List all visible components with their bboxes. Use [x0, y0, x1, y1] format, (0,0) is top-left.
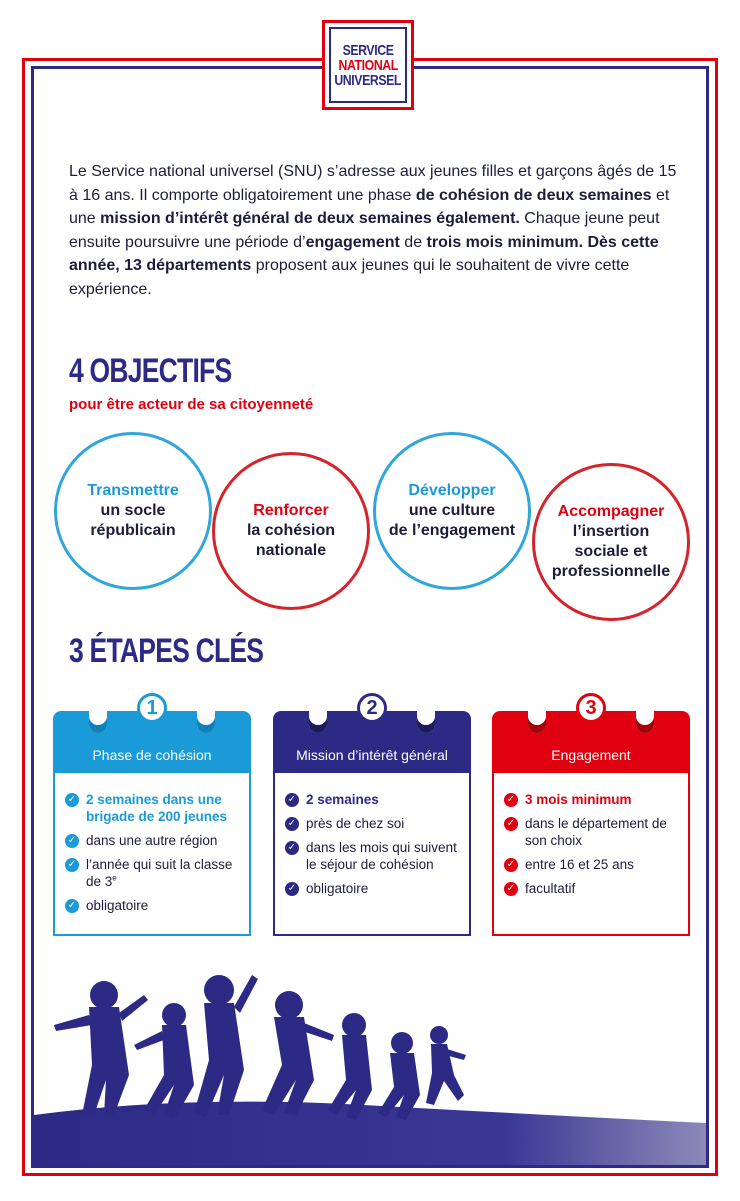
check-icon: ✓: [285, 817, 299, 831]
check-icon: ✓: [285, 793, 299, 807]
calendar-ring-icon: [417, 689, 435, 733]
intro-paragraph: [69, 160, 679, 301]
intro-segment: engagement: [305, 233, 400, 251]
step-card-body: [492, 773, 690, 936]
step-item: [65, 856, 239, 890]
objective-title: Renforcer: [253, 502, 329, 519]
step-card-body: [273, 773, 471, 936]
objective-line: de l’engagement: [388, 522, 516, 539]
objective-title: Accompagner: [557, 503, 665, 520]
step-item-text: près de chez soi: [306, 816, 405, 831]
objective-title: Développer: [408, 482, 496, 499]
step-item: [65, 791, 239, 825]
step-card: [273, 696, 471, 936]
objective-line: républicain: [90, 522, 176, 539]
check-icon: ✓: [285, 882, 299, 896]
step-item: [285, 880, 459, 897]
check-icon: ✓: [65, 834, 79, 848]
calendar-ring-icon: [636, 689, 654, 733]
check-icon: ✓: [504, 858, 518, 872]
step-item-text: dans une autre région: [86, 833, 218, 848]
step-card: [492, 696, 690, 936]
check-icon: ✓: [504, 793, 518, 807]
intro-segment: mission d’intérêt général de deux semaines également.: [100, 210, 520, 227]
check-icon: ✓: [504, 882, 518, 896]
step-item-text: 3 mois minimum: [525, 792, 632, 807]
step-card-title: Engagement: [551, 747, 631, 763]
step-item-text: 2 semaines dans une brigade de 200 jeunes: [86, 792, 228, 824]
step-item-text: facultatif: [525, 881, 576, 896]
check-icon: ✓: [285, 841, 299, 855]
objective-circle: [373, 432, 531, 590]
objective-line: professionnelle: [551, 563, 671, 580]
step-item-text: entre 16 et 25 ans: [525, 857, 634, 872]
step-item: [285, 815, 459, 832]
step-item: [285, 791, 459, 808]
check-icon: ✓: [504, 817, 518, 831]
step-item-text: l’année qui suit la classe de 3e: [86, 857, 233, 889]
logo-line-1: SERVICE: [342, 41, 394, 59]
step-card-title: Phase de cohésion: [92, 747, 212, 763]
etapes-title: 3 ÉTAPES CLÉS: [69, 632, 264, 670]
step-item-text: dans les mois qui suivent le séjour de cohésion: [306, 840, 457, 872]
intro-segment: Chaque jeune peut ensuite poursuivre une période d’: [69, 210, 660, 251]
calendar-ring-icon: [197, 689, 215, 733]
step-item-text: obligatoire: [306, 881, 369, 896]
objective-line: nationale: [255, 542, 327, 559]
step-item: [504, 856, 678, 873]
objectifs-title: 4 OBJECTIFS: [69, 352, 232, 390]
intro-segment: trois mois minimum. Dès cette année, 13 départements: [69, 233, 659, 274]
check-icon: ✓: [65, 899, 79, 913]
intro-segment: de cohésion de deux semaines: [415, 186, 652, 204]
objective-title: Transmettre: [87, 482, 179, 499]
logo-line-3: UNIVERSEL: [334, 71, 402, 89]
step-item: [504, 815, 678, 849]
step-item: [65, 897, 239, 914]
objective-circle: [212, 452, 370, 610]
intro-segment: de: [399, 233, 427, 251]
step-number: 3: [576, 693, 606, 723]
objectifs-subtitle: pour être acteur de sa citoyenneté: [69, 396, 314, 413]
objective-line: sociale et: [574, 543, 648, 560]
step-item: [504, 880, 678, 897]
step-item-text: 2 semaines: [306, 792, 379, 807]
intro-segment: proposent aux jeunes qui le souhaitent de vivre cette expérience.: [69, 257, 630, 298]
objective-line: un socle: [100, 502, 166, 519]
objective-circle: [54, 432, 212, 590]
objective-line: une culture: [408, 502, 496, 519]
youth-silhouette-illustration: [34, 955, 706, 1165]
snu-logo: [322, 20, 414, 110]
step-number: 2: [357, 693, 387, 723]
step-item-text: obligatoire: [86, 898, 149, 913]
step-card-title: Mission d’intérêt général: [296, 747, 448, 763]
check-icon: ✓: [65, 858, 79, 872]
objective-line: l’insertion: [572, 523, 650, 540]
step-item: [65, 832, 239, 849]
intro-segment: Le Service national universel (SNU) s’adresse aux jeunes filles et garçons âgés de 15 à 16 ans. Il comporte obligatoirement une phase: [69, 163, 677, 204]
intro-segment: et une: [69, 186, 670, 227]
step-item: [504, 791, 678, 808]
logo-line-2: NATIONAL: [338, 56, 398, 74]
step-card-body: [53, 773, 251, 936]
step-item: [285, 839, 459, 873]
step-item-text: dans le département de son choix: [525, 816, 667, 848]
check-icon: ✓: [65, 793, 79, 807]
calendar-ring-icon: [309, 689, 327, 733]
step-number: 1: [137, 693, 167, 723]
objective-circle: [532, 463, 690, 621]
calendar-ring-icon: [528, 689, 546, 733]
objective-line: la cohésion: [246, 522, 336, 539]
calendar-ring-icon: [89, 689, 107, 733]
step-card: [53, 696, 251, 936]
